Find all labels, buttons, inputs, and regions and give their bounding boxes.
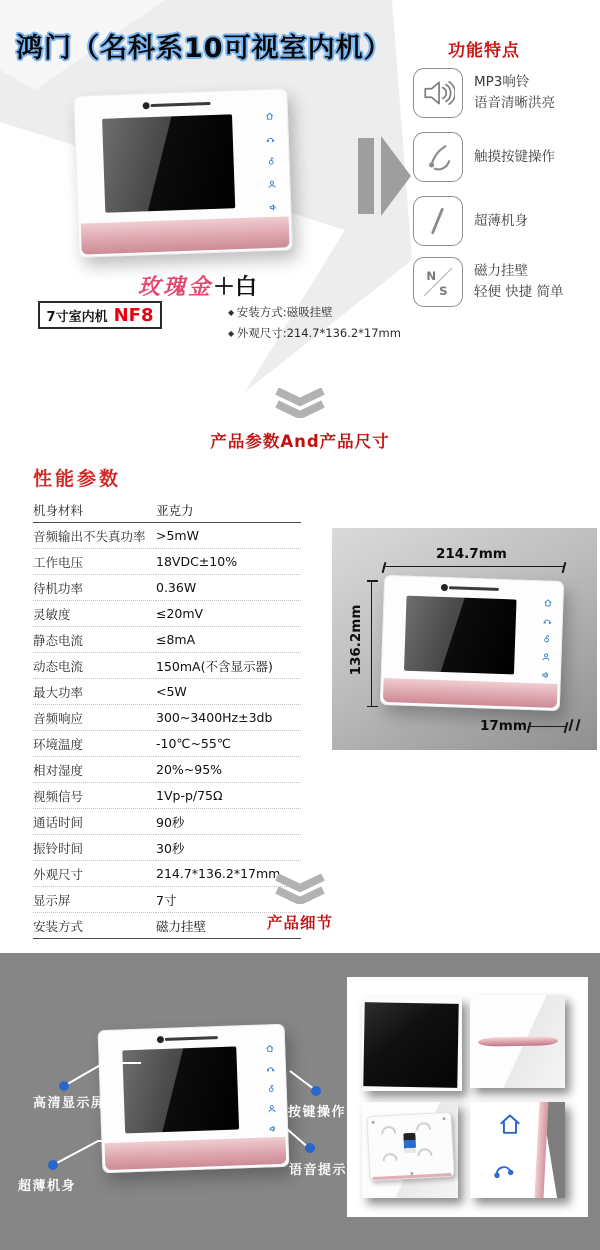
chevron-down-icon [272,388,328,418]
dim-width-label: 214.7mm [436,546,507,562]
svg-text:S: S [439,283,448,298]
spec-label: 动态电流 [33,653,156,679]
spec-value: 亚克力 [156,497,301,523]
detail-photo-side [470,995,565,1088]
sound-icon [268,1124,277,1133]
model-badge [38,301,162,329]
divider-arrow-icon [381,136,411,216]
detail-photo-back [362,1102,458,1198]
dim-height-label: 136.2mm [348,604,364,676]
sound-icon [541,670,550,679]
section-heading-params: 产品参数And产品尺寸 [210,432,390,451]
spec-label: 音频响应 [33,705,156,731]
spec-value: ≤8mA [156,627,301,653]
device-touch-keys [261,111,282,212]
page-title: 鸿门（名科系10可视室内机） [16,33,392,64]
device-screen [404,595,516,674]
spec-row [33,653,301,679]
color-variant-label [138,270,257,301]
spec-row [33,601,301,627]
feature-line: 超薄机身 [474,212,528,229]
home-icon [265,111,274,120]
callout-line [97,1140,114,1142]
screw-dot [372,1121,375,1124]
bullet-size: ◆ 外观尺寸:214.7*136.2*17mm [228,323,401,344]
dim-height-line [371,580,372,707]
phone-icon [266,134,275,143]
screw-dot [442,1117,445,1120]
color-variant-rest: ＋白 [213,274,258,300]
spec-row [33,575,301,601]
sound-icon [268,203,277,212]
callout-dot [59,1081,69,1091]
dimension-panel [332,528,597,750]
callout-hd-screen: 高清显示屏 [33,1096,106,1111]
feature-line: MP3响铃 [474,74,530,91]
spec-value: <5W [156,679,301,705]
spec-row [33,861,301,887]
spec-label: 外观尺寸 [33,861,156,887]
spec-row [33,679,301,705]
unlock-icon [266,1084,275,1093]
spec-value: 18VDC±10% [156,549,301,575]
spec-row [33,809,301,835]
device-touch-keys [262,1044,280,1133]
bullet-mounting: ◆ 安装方式:磁吸挂壁 [228,302,401,323]
dim-width-line [383,566,564,567]
home-icon [497,1112,523,1138]
callout-dot [305,1143,315,1153]
spec-label: 环境温度 [33,731,156,757]
model-badge-code: NF8 [113,304,154,326]
spec-row [33,731,301,757]
monitor-person-icon [268,180,277,189]
magnet-icon [413,257,463,307]
connector-port [403,1132,416,1153]
dim-depth-label: 17mm [480,718,527,734]
spec-label: 音频输出不失真功率 [33,523,156,549]
spec-row [33,705,301,731]
spec-row [33,783,301,809]
feature-text [474,72,555,114]
detail-photo-panel [347,977,588,1217]
dimension-device-photo [380,575,564,711]
device-touch-keys [538,599,555,680]
side-profile [478,1036,558,1047]
detail-device-photo [98,1024,290,1173]
spec-row [33,835,301,861]
spec-label: 灵敏度 [33,601,156,627]
device-bottom-strip [383,678,558,709]
screw-dot [410,1171,413,1174]
feature-text [474,147,555,168]
svg-text:N: N [426,268,437,283]
spec-value: 20%~95% [156,757,301,783]
home-icon [265,1044,274,1053]
spec-value: -10℃~55℃ [156,731,301,757]
dim-depth-tick [568,719,573,731]
edge-pink-strip [534,1102,548,1198]
feature-text [474,211,528,232]
spec-bullet-list [228,302,401,344]
speaker-icon [413,68,463,118]
spec-row [33,497,301,523]
specs-table [33,497,301,939]
touch-icon [413,132,463,182]
spec-value: 7寸 [156,887,301,913]
spec-label: 静态电流 [33,627,156,653]
feature-line: 磁力挂壁 [474,263,528,280]
callout-dot [311,1086,321,1096]
spec-value: 150mA(不含显示器) [156,653,301,679]
model-badge-prefix: 7寸室内机 [46,309,108,325]
spec-value: 30秒 [156,835,301,861]
spec-label: 视频信号 [33,783,156,809]
feature-line: 触摸按键操作 [474,148,555,165]
slim-icon [413,196,463,246]
spec-row [33,887,301,913]
spec-label: 通话时间 [33,809,156,835]
device-bottom-strip [81,216,290,254]
spec-row [33,549,301,575]
phone-icon [489,1155,517,1183]
monitor-person-icon [267,1104,276,1113]
divider-arrow-bar [358,138,374,214]
mount-slot [382,1152,397,1161]
callout-key-operation: 按键操作 [288,1105,347,1120]
detail-photo-buttons [470,1102,565,1198]
home-icon [543,599,552,608]
spec-label: 安装方式 [33,913,156,939]
brand-logo [151,102,211,107]
callout-dot [48,1160,58,1170]
spec-value: 磁力挂壁 [156,913,301,939]
phone-icon [265,1064,274,1073]
feature-item-mp3 [413,68,555,118]
specs-title: 性能参数 [33,468,122,490]
feature-item-magnet [413,257,564,307]
dim-depth-line [528,726,566,727]
hero-product-photo [73,88,293,257]
feature-text [474,261,564,303]
device-screen [123,1047,240,1134]
callout-voice-prompt: 语音提示 [289,1163,348,1178]
color-variant-accent: 玫瑰金 [138,274,214,300]
chevron-down-icon [272,874,328,904]
screen-closeup [363,1002,458,1088]
spec-label: 相对湿度 [33,757,156,783]
spec-label: 最大功率 [33,679,156,705]
spec-row [33,627,301,653]
unlock-icon [542,634,551,643]
spec-label: 振铃时间 [33,835,156,861]
spec-value: 214.7*136.2*17mm [156,861,301,887]
phone-icon [543,617,552,626]
spec-label: 待机功率 [33,575,156,601]
spec-row [33,523,301,549]
feature-item-touch [413,132,555,182]
brand-logo [449,586,499,591]
features-title: 功能特点 [448,41,520,61]
dim-depth-tick [575,719,580,731]
spec-value: >5mW [156,523,301,549]
spec-value: 90秒 [156,809,301,835]
spec-value: 1Vp-p/75Ω [156,783,301,809]
brand-logo [165,1036,217,1041]
callout-line [103,1062,141,1064]
detail-photo-screen [362,997,462,1091]
mount-slot [415,1121,430,1130]
mount-slot [381,1125,396,1134]
spec-value: 300~3400Hz±3db [156,705,301,731]
monitor-person-icon [542,652,551,661]
feature-line: 语音清晰洪亮 [474,95,555,111]
section-heading-details: 产品细节 [266,914,333,932]
spec-value: ≤20mV [156,601,301,627]
spec-row [33,757,301,783]
unlock-icon [267,157,276,166]
device-bottom-strip [104,1137,286,1170]
device-screen [102,115,236,213]
spec-label: 工作电压 [33,549,156,575]
device-back [366,1111,454,1181]
spec-label: 机身材料 [33,497,156,523]
spec-value: 0.36W [156,575,301,601]
mount-slot [417,1148,432,1157]
spec-label: 显示屏 [33,887,156,913]
feature-line: 轻便 快捷 简单 [474,284,564,300]
callout-slim-body: 超薄机身 [18,1179,77,1194]
feature-item-slim [413,196,528,246]
